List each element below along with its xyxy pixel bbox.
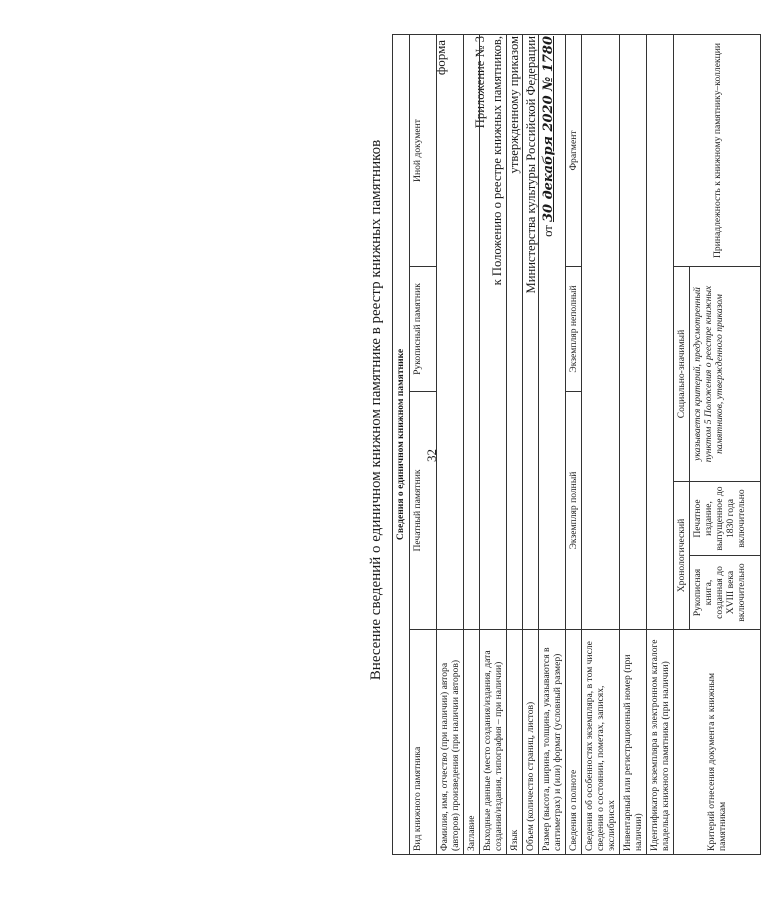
value-volume bbox=[523, 34, 539, 629]
row-label-criterion: Критерий отнесения документа к книжным памятникам bbox=[674, 630, 761, 855]
row-label-identifier: Идентификатор экземпляра в электронном каталоге владельца книжного памятника (при наличии) bbox=[647, 630, 674, 855]
option-complete: Экземпляр полный bbox=[566, 392, 582, 630]
rotated-content bbox=[28, 30, 747, 880]
document-title: Внесение сведений о единичном книжном памятнике в реестр книжных памятников bbox=[368, 139, 384, 681]
register-form-table bbox=[392, 34, 761, 855]
table-row bbox=[647, 34, 674, 854]
table-row bbox=[480, 34, 507, 854]
appendix-line-4: Министерства культуры Российской Федерации bbox=[524, 36, 538, 294]
value-imprint bbox=[480, 34, 507, 629]
criterion-chrono-manuscript: Рукописная книга, созданная до XVIII века включительно bbox=[690, 556, 761, 630]
table-row bbox=[539, 34, 566, 854]
table-row bbox=[464, 34, 480, 854]
option-manuscript: Рукописный памятник bbox=[410, 267, 437, 392]
table-row bbox=[582, 34, 620, 854]
appendix-line-3: утвержденному приказом bbox=[507, 36, 521, 174]
row-label-imprint: Выходные данные (место создания/издания, дата создания/издания, типография – при наличии) bbox=[480, 630, 507, 855]
row-label-volume: Объем (количество страниц, листов) bbox=[523, 630, 539, 855]
table-row bbox=[523, 34, 539, 854]
order-date-handwritten: 30 декабря 2020 № 1780 bbox=[541, 36, 556, 223]
value-size bbox=[539, 34, 566, 629]
criterion-chrono-printed: Печатное издание, выпущенное до 1830 года включительно bbox=[690, 482, 761, 556]
table-row bbox=[410, 34, 437, 854]
table-row bbox=[393, 34, 410, 854]
criterion-chronological: Хронологический bbox=[674, 482, 690, 630]
row-label-completeness: Сведения о полноте bbox=[566, 630, 582, 855]
table-row bbox=[620, 34, 647, 854]
row-label-inventory: Инвентарный или регистрационный номер (при наличии) bbox=[620, 630, 647, 855]
table-row bbox=[566, 34, 582, 854]
option-other: Иной документ bbox=[410, 34, 437, 266]
criterion-collection: Принадлежность к книжному памятнику–коллекции bbox=[674, 34, 761, 266]
table-row bbox=[674, 34, 690, 854]
page-number: 32 bbox=[424, 449, 439, 462]
value-identifier bbox=[647, 34, 674, 629]
row-label-heading: Заглавие bbox=[464, 630, 480, 855]
row-label-language: Язык bbox=[507, 630, 523, 855]
option-printed: Печатный памятник bbox=[410, 392, 437, 630]
criterion-social-text: указывается критерий, предусмотренный пунктом 5 Положения о реестре книжных памятников, утвержденного приказом bbox=[690, 267, 761, 482]
row-label-type: Вид книжного памятника bbox=[410, 630, 437, 855]
option-incomplete: Экземпляр неполный bbox=[566, 267, 582, 392]
appendix-line-2: к Положению о реестре книжных памятников, bbox=[490, 36, 504, 286]
row-label-features: Сведения об особенностях экземпляра, в том числе сведения о состоянии, пометах, записях, экслибрисах bbox=[582, 630, 620, 855]
value-language bbox=[507, 34, 523, 629]
option-fragment: Фрагмент bbox=[566, 34, 582, 266]
value-inventory bbox=[620, 34, 647, 629]
criterion-social: Социально-значимый bbox=[674, 267, 690, 482]
value-heading bbox=[464, 34, 480, 629]
table-row bbox=[437, 34, 464, 854]
order-date-prefix: от bbox=[541, 225, 555, 237]
value-features bbox=[582, 34, 620, 629]
table-row bbox=[507, 34, 523, 854]
row-label-size: Размер (высота, ширина, толщина, указываются в сантиметрах) и (или) формат (условный размер) bbox=[539, 630, 566, 855]
value-author bbox=[437, 34, 464, 629]
row-label-author: Фамилия, имя, отчество (при наличии) автора (авторов) произведения (при наличии авторов) bbox=[437, 630, 464, 855]
section-header: Сведения о единичном книжном памятнике bbox=[393, 34, 410, 854]
appendix-line-1: Приложение № 3 bbox=[473, 36, 487, 129]
forma-label: форма bbox=[433, 40, 448, 76]
